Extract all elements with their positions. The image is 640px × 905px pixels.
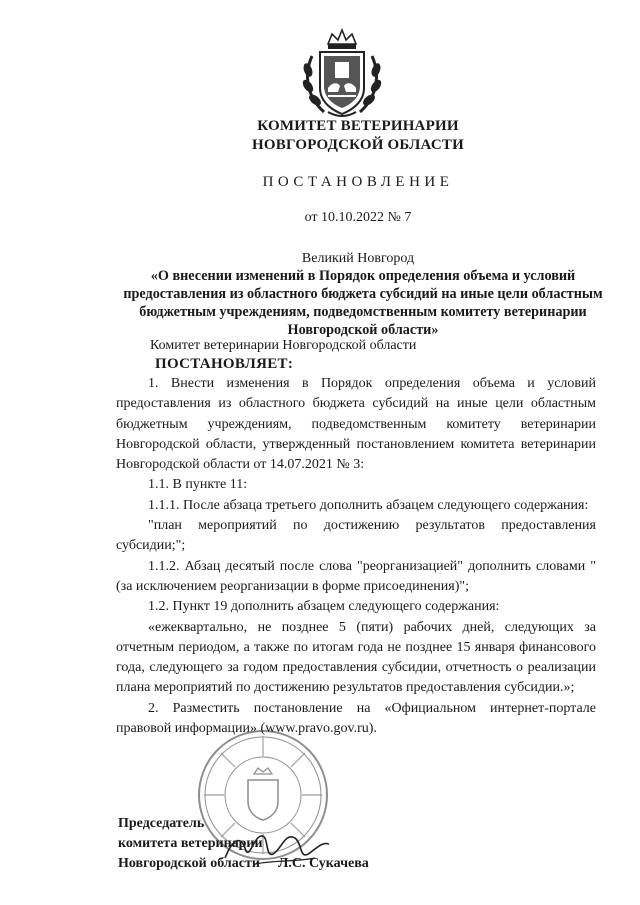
paragraph-1-1-1-quote: "план мероприятий по достижению результатов предоставления субсидии;"; bbox=[116, 518, 596, 554]
paragraph-2: 2. Разместить постановление на «Официальном интернет-портале правовой информации» (www.pravo.gov.ru). bbox=[116, 700, 596, 737]
paragraph-1-1-2: 1.1.2. Абзац десятый после слова "реорганизацией" дополнить словами "(за исключением реорганизации в форме присоединения)"; bbox=[116, 558, 596, 594]
org-name-line1: КОМИТЕТ ВЕТЕРИНАРИИ bbox=[257, 118, 459, 134]
handwritten-signature-icon bbox=[215, 818, 335, 878]
document-city: Великий Новгород bbox=[301, 251, 415, 266]
org-name-line2: НОВГОРОДСКОЙ ОБЛАСТИ bbox=[252, 137, 464, 153]
paragraph-1-2-quote: «ежеквартально, не позднее 5 (пяти) рабочих дней, следующих за отчетным периодом, а также по итогам года не позднее 15 января финансового года, следующего за годом предоставления субсидии, отчетность о реализации плана мероприятий по достижению результатов предоставления субсидии.»; bbox=[116, 619, 596, 696]
paragraph-1-1: 1.1. В пункте 11: bbox=[148, 477, 248, 493]
document-body bbox=[116, 374, 596, 739]
paragraph-1: 1. Внести изменения в Порядок определения объема и условий предоставления из областного бюджета субсидий на иные цели областным бюджетным учреждениям, подведомственным комитету ветеринарии Новгородской области, утвержденный постановлением комитета ветеринарии Новгородской области от 14.07.2021 № 3: bbox=[116, 376, 596, 473]
signatory-title-line3: Новгородской области bbox=[118, 856, 260, 871]
document-title: «О внесении изменений в Порядок определения объема и условий предоставления из областного бюджета субсидий на иные цели областным бюджетным учреждениям, подведомственным комитету ветеринарии Новгородской области» bbox=[123, 268, 603, 338]
document-type: ПОСТАНОВЛЕНИЕ bbox=[262, 174, 454, 190]
paragraph-1-1-1: 1.1.1. После абзаца третьего дополнить абзацем следующего содержания: bbox=[148, 497, 589, 513]
novgorod-coat-of-arms-icon bbox=[298, 26, 386, 122]
preamble-resolves: ПОСТАНОВЛЯЕТ: bbox=[155, 356, 294, 372]
preamble-committee: Комитет ветеринарии Новгородской области bbox=[150, 338, 417, 353]
paragraph-1-2: 1.2. Пункт 19 дополнить абзацем следующего содержания: bbox=[148, 599, 500, 615]
signatory-title-line1: Председатель bbox=[118, 816, 205, 831]
signatory-title-line2: комитета ветеринарии bbox=[118, 836, 263, 851]
signatory-name: Л.С. Сукачева bbox=[278, 856, 369, 871]
document-date-number: от 10.10.2022 № 7 bbox=[304, 210, 412, 225]
